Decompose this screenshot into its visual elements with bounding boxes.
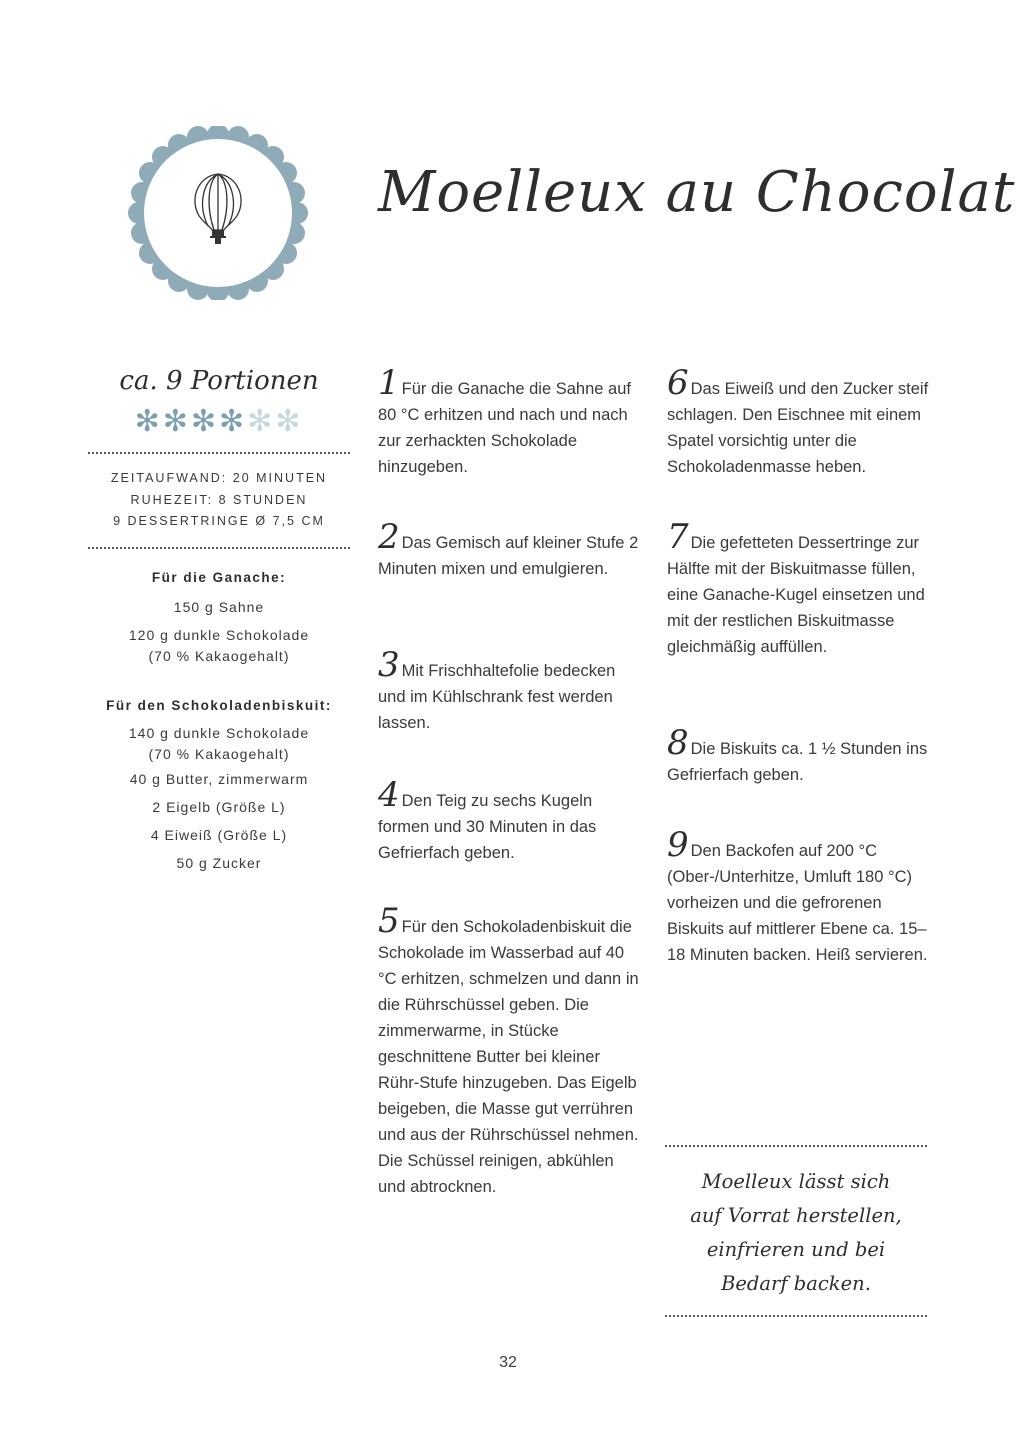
step-text: Für die Ganache die Sahne auf 80 °C erhitzen und nach und nach zur zerhackten Schokolade hinzugeben. [378, 380, 631, 476]
step-number: 4 [378, 775, 400, 815]
step-number: 2 [378, 517, 400, 557]
ganache-heading: Für die Ganache: [151, 569, 287, 585]
step-4 [378, 775, 643, 866]
step-text: Die Biskuits ca. 1 ½ Stunden ins Gefrierfach geben. [667, 740, 928, 784]
step-text: Die gefetteten Dessertringe zur Hälfte mit der Biskuitmasse füllen, eine Ganache-Kugel einsetzen und mit der restlichen Biskuitmasse gleichmäßig auffüllen. [667, 534, 925, 656]
equipment: 9 DESSERTRINGE Ø 7,5 CM [113, 514, 325, 528]
step-1 [378, 363, 643, 480]
star-icon: ✻ [162, 405, 191, 438]
step-number: 5 [378, 901, 400, 941]
rest-time: RUHEZEIT: 8 STUNDEN [130, 492, 308, 507]
star-icon: ✻ [190, 405, 219, 438]
star-icon: ✻ [247, 405, 276, 438]
whisk-icon [128, 126, 308, 300]
star-icon: ✻ [219, 405, 248, 438]
step-7 [667, 517, 932, 660]
page-number: 32 [499, 1354, 517, 1371]
step-text: Den Teig zu sechs Kugeln formen und 30 Minuten in das Gefrierfach geben. [378, 792, 597, 862]
ingredient: 50 g Zucker [176, 854, 262, 871]
tip-line: Moelleux lässt sich [701, 1170, 891, 1193]
step-3 [378, 645, 643, 736]
step-2 [378, 517, 643, 582]
tip-line: auf Vorrat herstellen, [690, 1204, 902, 1227]
step-text: Das Gemisch auf kleiner Stufe 2 Minuten mixen und emulgieren. [378, 534, 639, 578]
whisk-badge [128, 126, 308, 300]
divider [88, 547, 350, 549]
step-number: 7 [667, 517, 689, 557]
recipe-title: Moelleux au Chocolat [378, 160, 1016, 225]
portions: ca. 9 Portionen [119, 366, 319, 396]
star-icon: ✻ [275, 405, 304, 438]
step-6 [667, 363, 932, 480]
difficulty-rating [88, 406, 350, 438]
step-9 [667, 825, 932, 968]
step-5 [378, 901, 643, 1200]
tip-line: Bedarf backen. [721, 1272, 871, 1295]
step-text: Für den Schokoladenbiskuit die Schokolade im Wasserbad auf 40 °C erhitzen, schmelzen und dann in die Rührschüssel geben. Die zimmerwarme, in Stücke geschnittene Butter bei kleiner Rühr-Stufe hinzugeben. Das Eigelb beigeben, die Masse gut verrühren und aus der Rührschüssel nehmen. Die Schüssel reinigen, abkühlen und abtrocknen. [378, 918, 639, 1196]
recipe-meta [88, 454, 350, 547]
step-number: 9 [667, 825, 689, 865]
ingredient-note: (70 % Kakaogehalt) [148, 647, 290, 664]
step-text: Das Eiweiß und den Zucker steif schlagen. Den Eischnee mit einem Spatel vorsichtig unter die Schokoladenmasse heben. [667, 380, 929, 476]
ingredient-note: (70 % Kakaogehalt) [148, 745, 290, 762]
tip-line: einfrieren und bei [706, 1238, 886, 1261]
ingredient: 120 g dunkle Schokolade [128, 626, 310, 643]
step-text: Den Backofen auf 200 °C (Ober-/Unterhitze, Umluft 180 °C) vorheizen und die gefrorenen Biskuits auf mittlerer Ebene ca. 15–18 Minuten backen. Heiß servieren. [667, 842, 928, 964]
tip-divider-top [665, 1145, 927, 1147]
step-number: 8 [667, 723, 689, 763]
ingredient: 150 g Sahne [173, 598, 265, 615]
biskuit-heading: Für den Schokoladenbiskuit: [106, 697, 332, 713]
step-number: 6 [667, 363, 689, 403]
ingredient: 2 Eigelb (Größe L) [152, 798, 286, 815]
step-number: 3 [378, 645, 400, 685]
tip-divider-bottom [665, 1315, 927, 1317]
prep-time: ZEITAUFWAND: 20 MINUTEN [110, 471, 328, 485]
ingredient: 140 g dunkle Schokolade [128, 724, 310, 741]
ingredients-sidebar [88, 362, 350, 877]
step-8 [667, 723, 932, 788]
star-icon: ✻ [134, 405, 163, 438]
tip-note [665, 1165, 927, 1301]
ingredient: 4 Eiweiß (Größe L) [150, 826, 288, 843]
ingredient: 40 g Butter, zimmerwarm [129, 770, 309, 787]
step-text: Mit Frischhaltefolie bedecken und im Kühlschrank fest werden lassen. [378, 662, 616, 732]
step-number: 1 [378, 363, 400, 403]
